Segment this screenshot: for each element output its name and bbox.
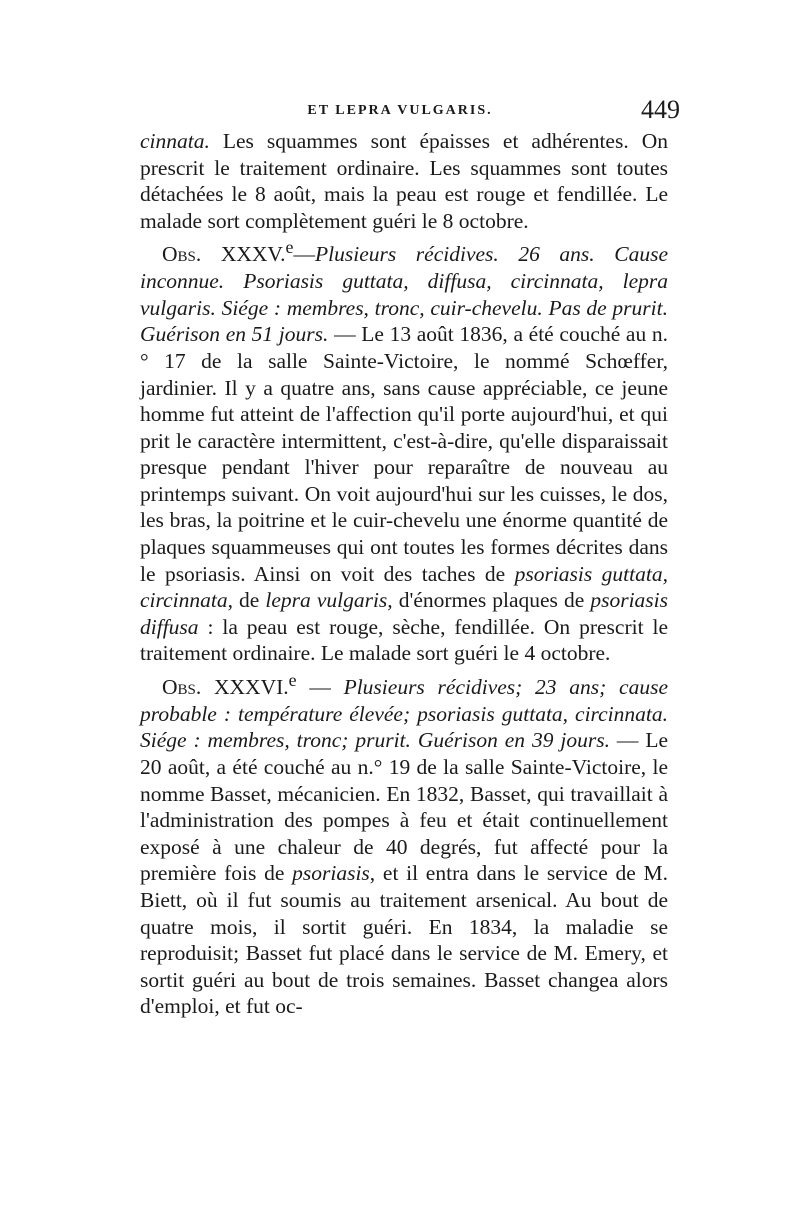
observation-35-term-2: lepra vulgaris, — [265, 588, 393, 613]
observation-36-term-1: psoriasis — [292, 861, 370, 886]
observation-36-dash: — — [296, 675, 344, 700]
observation-36-body-2: , et il entra dans le service de M. Biett, où il fut soumis au traitement arsenical. Au bout de quatre mois, il sortit guéri. En 1834, la maladie se reproduisit; Basset fut placé dans le service de M. Emery, et sortit guéri au bout de trois semaines. Basset changea alors d'emploi, et fut oc- — [140, 861, 668, 1019]
running-head: ET LEPRA VULGARIS. — [307, 103, 493, 118]
observation-36-body-1: — Le 20 août, a été couché au n.° 19 de la salle Sainte-Victoire, le nomme Basset, mécanicien. En 1832, Basset, qui travaillait à l'administration des pompes à feu et était continuellement exposé à une chaleur de 40 degrés, fut affecté pour la première fois de — [140, 728, 668, 886]
continuation-text: Les squammes sont épaisses et adhérentes. On prescrit le traitement ordinaire. Les squammes sont toutes détachées le 8 août, mais la peau est rouge et fendillée. Le malade sort complètement guéri le 8 octobre. — [140, 129, 668, 233]
observation-35-body-2: , de — [227, 588, 266, 613]
observation-35-term-3: psoriasis diffusa — [140, 588, 669, 639]
body-text — [140, 128, 668, 1020]
observation-35-sup: e — [285, 237, 294, 258]
observation-35-term-1: psoriasis guttata, circinnata — [140, 561, 668, 613]
observation-36 — [140, 667, 668, 1020]
observation-35-body-4: : la peau est rouge, sèche, fendillée. On prescrit le traitement ordinaire. Le malade sort guéri le 4 octobre. — [140, 614, 668, 666]
observation-36-label: Obs. XXXVI. — [162, 675, 289, 700]
observation-35-label: Obs. XXXV. — [162, 242, 286, 267]
observation-35-dash: — — [293, 242, 315, 267]
paragraph-continuation — [140, 128, 668, 234]
observation-35-body-1: — Le 13 août 1836, a été couché au n.° 17 de la salle Sainte-Victoire, le nommé Schœffer, jardinier. Il y a quatre ans, sans cause appréciable, ce jeune homme fut atteint de l'affection qu'il porte aujourd'hui, et qui prit le caractère intermittent, c'est-à-dire, qu'elle disparaissait presque pendant l'hiver pour reparaître de nouveau au printemps suivant. On voit aujourd'hui sur les cuisses, le dos, les bras, la poitrine et le cuir-chevelu une énorme quantité de plaques squammeuses qui ont toutes les formes décrites dans le psoriasis. Ainsi on voit des taches de — [140, 322, 669, 586]
observation-35-body-3: d'énormes plaques de — [392, 588, 591, 613]
observation-36-sup: e — [288, 670, 297, 691]
observation-35-title: Plusieurs récidives. 26 ans. Cause inconnue. Psoriasis guttata, diffusa, circinnata, lepra vulgaris. Siége : membres, tronc, cuir-chevelu. Pas de prurit. Guérison en 51 jours. — [140, 242, 668, 347]
page-number: 449 — [641, 95, 680, 124]
observation-36-title: Plusieurs récidives; 23 ans; cause probable : température élevée; psoriasis guttata, circinnata. Siége : membres, tronc; prurit. Guérison en 39 jours. — [140, 675, 669, 753]
observation-35 — [140, 234, 668, 667]
continuation-term: cinnata. — [140, 129, 210, 153]
